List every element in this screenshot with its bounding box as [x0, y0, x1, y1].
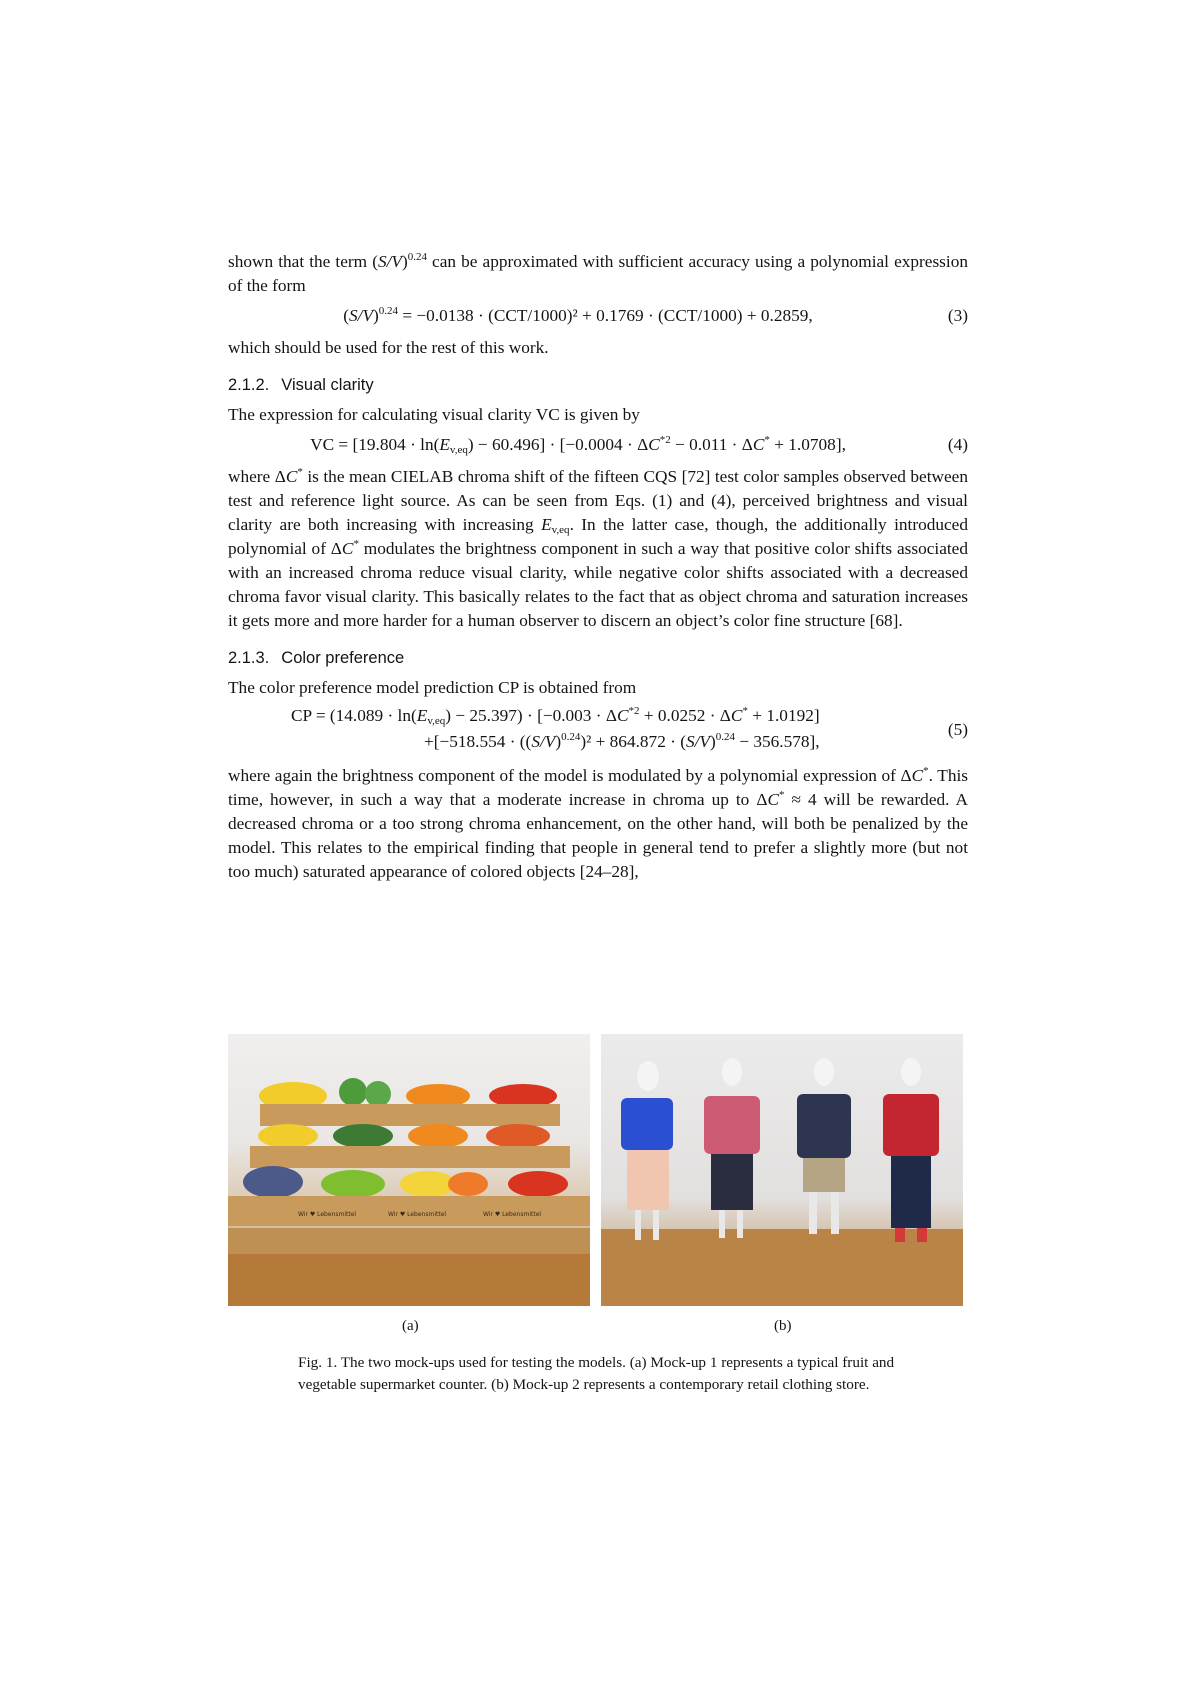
cabbage-green [339, 1078, 367, 1106]
section-heading: 2.1.3. Color preference [228, 649, 405, 667]
lemons [400, 1171, 456, 1197]
limes [321, 1170, 385, 1198]
subfigure-label-a: (a) [402, 1318, 419, 1334]
wooden-floor [228, 1249, 590, 1306]
mannequin-leg [653, 1210, 659, 1240]
crate-sign: Wir ♥ Lebensmittel [388, 1211, 447, 1218]
floral-skirt [711, 1154, 753, 1210]
tomatoes [486, 1124, 550, 1148]
pink-sweater [704, 1096, 760, 1154]
mannequin-leg [809, 1192, 817, 1234]
sock [917, 1228, 927, 1242]
equation-number: (3) [947, 306, 968, 325]
mannequin-leg [719, 1210, 725, 1238]
mannequin-head [814, 1058, 834, 1086]
equation-number: (5) [947, 720, 968, 739]
section-heading: 2.1.2. Visual clarity [228, 376, 374, 394]
mannequin-head [901, 1058, 921, 1086]
clothing-store-illustration [601, 1034, 963, 1306]
equation-3: $(S/V)^{0.24} = -0.0138 \cdot (CCT/1000)^2 + 0.1769 \cdot (CCT/1000) + 0.2859$, (3) [343, 305, 968, 325]
paragraph: where ΔC* is the mean CIELAB chroma shift of the fifteen CQS [72] test color samples observed between test and reference light source. As can be seen from Eqs. (1) and (4), perceived brightness and visual clarity are both increasing with increasing $E_{v,eq}$. In the latter case, though, the additionally introduced polynomial of ΔC* modulates the brightness component in such a way that positive color shifts associated with an increased chroma reduce visual clarity, while negative color shifts associated with a decreased chroma favor visual clarity. This basically relates to the fact that as object chroma and saturation increases it gets more and more harder for a human observer to discern an object’s color fine structure [68]. [228, 466, 968, 630]
sock [895, 1228, 905, 1242]
pleated-skirt [627, 1150, 669, 1210]
intro-paragraph: shown that the term $(S/V)^{0.24}$ can be approximated with sufficient accuracy using a polynomial expression of the form [228, 251, 968, 295]
paragraph: The expression for calculating visual clarity VC is given by [228, 405, 640, 424]
wooden-floor [601, 1229, 963, 1306]
paragraph: The color preference model prediction CP is obtained from [228, 678, 637, 697]
figure-image-clothing-store [601, 1034, 963, 1306]
mannequin-head [722, 1058, 742, 1086]
carrots [448, 1172, 488, 1196]
figure-image-fruit-counter [228, 1034, 590, 1306]
crate-row [250, 1146, 570, 1168]
oranges [408, 1124, 468, 1148]
figure-caption: Fig. 1. The two mock-ups used for testing the models. (a) Mock-up 1 represents a typical fruit and vegetable supermarket counter. (b) Mock-up 2 represents a contemporary retail clothing store. [298, 1354, 895, 1393]
crate-row [228, 1228, 590, 1254]
equation-5: CP = $(14.089 \cdot \ln(E_{v,eq}) - 25.397) \cdot [-0.003 \cdot \Delta C^{*2} + 0.0252 \cdot \Delta C^* + 1.0192]$ $+[-518.554 \cdot ((S/V)^{0.24})^2 + 864.872 \cdot (S/V)^{0.24} - 356.578]$, (5) [291, 705, 968, 751]
crate-row [260, 1104, 560, 1126]
zucchini [333, 1124, 393, 1148]
patterned-shirt [797, 1094, 851, 1158]
red-cabbage [243, 1166, 303, 1198]
paragraph: which should be used for the rest of this work. [228, 338, 549, 357]
mannequin-leg [737, 1210, 743, 1238]
blue-shirt [621, 1098, 673, 1150]
subfigure-label-b: (b) [774, 1318, 792, 1334]
equation-4: VC = $[19.804 \cdot \ln(E_{v,eq}) - 60.496] \cdot [-0.0004 \cdot \Delta C^{*2} - 0.011 \cdot \Delta C^* + 1.0708]$, (4) [310, 434, 968, 456]
red-plaid-shirt [883, 1094, 939, 1156]
cabbage-green [365, 1081, 391, 1107]
bananas [258, 1124, 318, 1148]
mannequin-leg [635, 1210, 641, 1240]
mannequin-head [637, 1061, 659, 1091]
fruit-counter-illustration [228, 1034, 590, 1306]
paragraph: where again the brightness component of the model is modulated by a polynomial expression of ΔC*. This time, however, in such a way that a moderate increase in chroma up to ΔC* ≈ 4 will be rewarded. A decreased chroma or a too strong chroma enhancement, on the other hand, will both be penalized by the model. This relates to the empirical finding that people in general tend to prefer a slightly more (but not too much) saturated appearance of colored objects [24–28], [228, 765, 968, 881]
shorts [803, 1158, 845, 1192]
figure-1 [228, 1034, 963, 1306]
jeans [891, 1156, 931, 1228]
equation-number: (4) [947, 435, 968, 454]
crate-sign: Wir ♥ Lebensmittel [298, 1211, 357, 1218]
crate-sign: Wir ♥ Lebensmittel [483, 1211, 542, 1218]
tomatoes [508, 1171, 568, 1197]
mannequin-leg [831, 1192, 839, 1234]
page-text [228, 250, 968, 884]
